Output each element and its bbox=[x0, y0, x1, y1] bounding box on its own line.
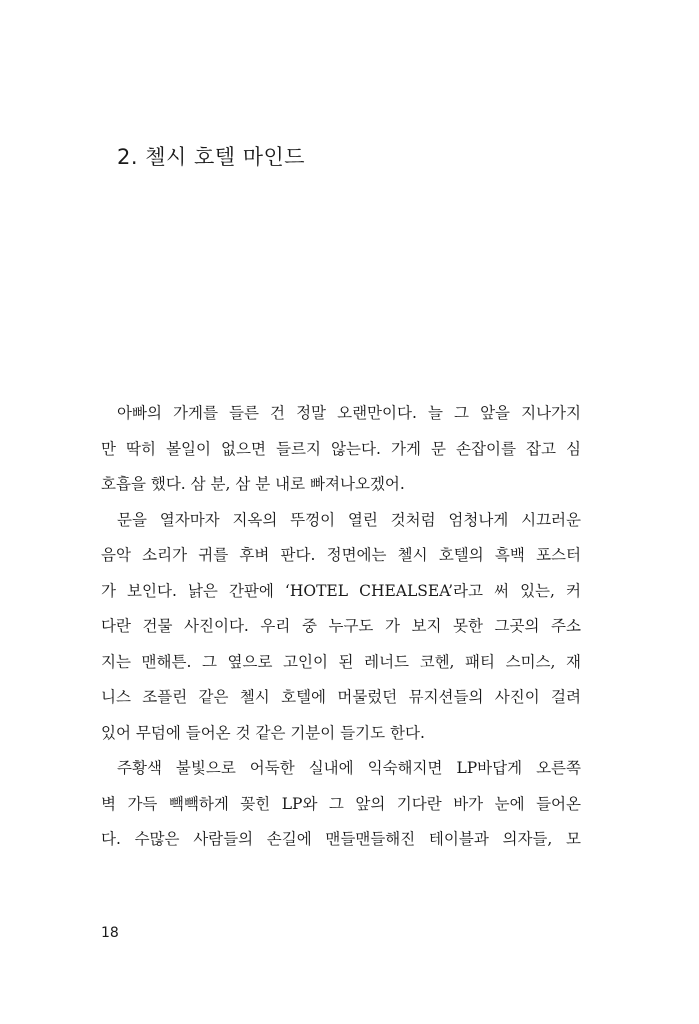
text-line: 호흡을 했다. 삼 분, 삼 분 내로 빠져나오겠어. bbox=[101, 475, 405, 493]
text-line: 가 보인다. 낡은 간판에 ‘HOTEL CHEALSEA’라고 써 있는, 커 bbox=[101, 581, 581, 600]
body-text bbox=[101, 396, 581, 858]
text-line: 만 딱히 볼일이 없으면 들르지 않는다. 가게 문 손잡이를 잡고 심 bbox=[101, 439, 581, 458]
text-line: 지는 맨해튼. 그 옆으로 고인이 된 레너드 코헨, 패티 스미스, 재 bbox=[101, 652, 581, 671]
text-line: 다. 수많은 사람들의 손길에 맨들맨들해진 테이블과 의자들, 모 bbox=[101, 830, 581, 848]
text-line: 주황색 불빛으로 어둑한 실내에 익숙해지면 LP바답게 오른쪽 bbox=[117, 759, 581, 777]
text-line: 다란 건물 사진이다. 우리 중 누구도 가 보지 못한 그곳의 주소 bbox=[101, 617, 581, 635]
text-line: 문을 열자마자 지옥의 뚜껑이 열린 것처럼 엄청나게 시끄러운 bbox=[117, 510, 581, 529]
text-line: 니스 조플린 같은 첼시 호텔에 머물렀던 뮤지션들의 사진이 걸려 bbox=[101, 688, 581, 706]
page-number: 18 bbox=[101, 925, 119, 941]
text-line: 벽 가득 빽빽하게 꽂힌 LP와 그 앞의 기다란 바가 눈에 들어온 bbox=[101, 794, 581, 813]
text-line: 있어 무덤에 들어온 것 같은 기분이 들기도 한다. bbox=[101, 723, 425, 742]
text-line: 음악 소리가 귀를 후벼 판다. 정면에는 첼시 호텔의 흑백 포스터 bbox=[101, 546, 581, 564]
chapter-title: 2. 첼시 호텔 마인드 bbox=[117, 145, 306, 169]
text-line: 아빠의 가게를 들른 건 정말 오랜만이다. 늘 그 앞을 지나가지 bbox=[117, 404, 581, 422]
